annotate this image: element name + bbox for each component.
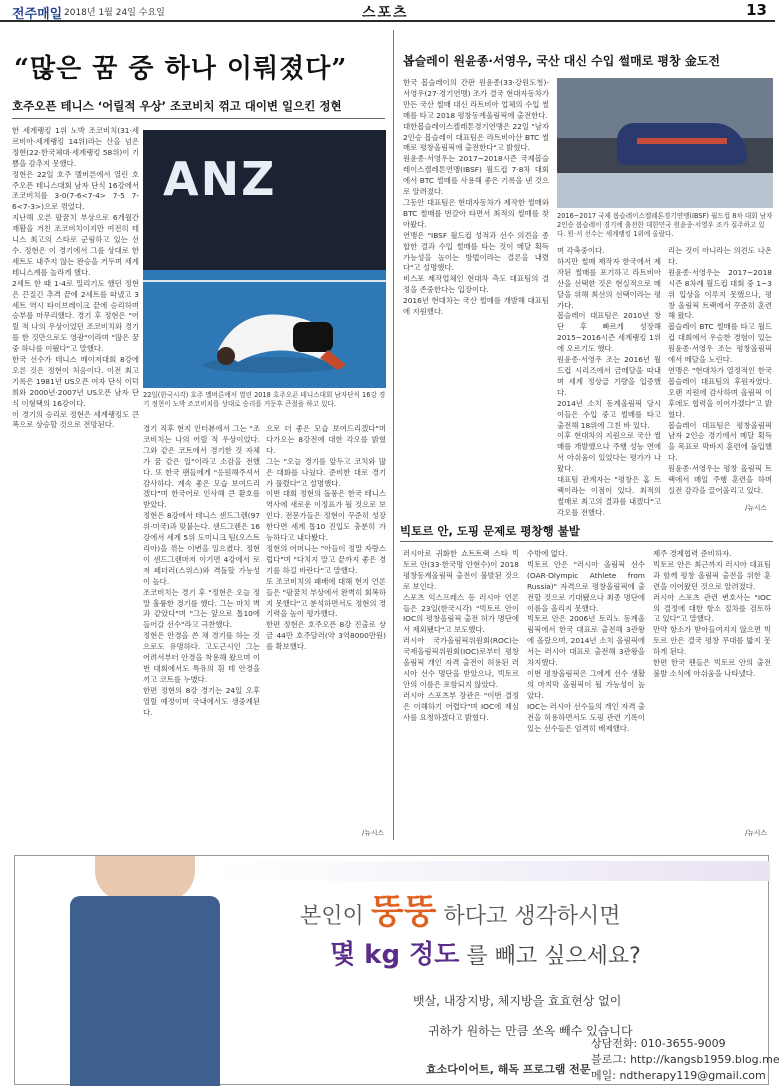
ad-emphasis: 몇 kg 정도	[330, 940, 460, 970]
bobsleigh-column-2: 며 각축중이다. 하지만 썰매 제작자 한국에서 제작된 썰매를 포기하고 라트비아산을 선택한 것은 현실적으로 메달을 위해 최선의 선택이라는 평가다. 봅슬레이 대표팀은 2010년 창단 후 빠르게 성장해 2015~2016시즌 세계랭킹 1위에 오르기도 했다. 원윤종·서영우 조는 2016년 월드컵 시리즈에서 금메달을 따내며 세계 정상급 기량을 입증했다. 2014년 소치 동계올림픽 당시 이들은 수입 중고 썰매를 타고 출전해 18위에 그친 바 있다. 이후 현대차의 지원으로 국산 썰매를 개발했으나 주행 성능 면에서 아쉬움이 있었다는 평가가 나왔다. 대표팀 관계자는 "평창은 홈 트랙이라는 이점이 있다. 최적의 썰매로 최고의 결과를 내겠다"고 각오를 전했다.	[557, 246, 661, 517]
ad-headline-2	[330, 934, 641, 971]
ad-body-2: 귀하가 원하는 만큼 쏘옥 빼수 있습니다	[428, 1024, 633, 1038]
bobsleigh-column-3: 리는 것이 아니라는 의견도 나온다. 원윤종·서영우는 2017~2018시즌 8차례 월드컵 대회 중 1~3위 입상을 이루지 못했으나, 평창 올림픽 트랙에서 꾸준히 훈련해 왔다. 봅슬레이 BTC 썰매를 타고 월드컵 대회에서 우승한 경험이 있는 원윤종·서영우 조는 평창올림픽에서 메달을 노린다. 연맹은 "현대차가 열정적인 한국 봅슬레이 대표팀의 후원자였다. 오랜 지원에 감사하며 올림픽 이후에도 협력을 이어가겠다"고 밝혔다. 봅슬레이 대표팀은 평창올림픽 남자 2인승 경기에서 메달 획득을 목표로 막바지 훈련에 돌입했다. 원윤종·서영우는 평창 올림픽 트랙에서 매일 주행 훈련을 하며 실전 감각을 끌어올리고 있다.	[668, 246, 772, 495]
byline: /뉴시스	[745, 504, 767, 512]
bobsleigh-photo	[557, 78, 773, 208]
bobsleigh-caption: 2016~2017 국제 봅슬레이스켈레톤경기연맹(IBSF) 월드컵 8차 대회 남자 2인승 봅슬레이 경기에 출전한 대한민국 원윤종·서영우 조가 질주하고 있다. 원·서 선수는 세계랭킹 1위에 올랐다.	[557, 212, 773, 238]
ad-text: 본인이	[300, 904, 371, 929]
box-title-rule	[400, 541, 773, 542]
issue-date: 2018년 1월 24일 수요일	[64, 8, 165, 18]
article-title-bobsleigh: 봅슬레이 원윤종·서영우, 국산 대신 수입 썰매로 평창 金도전	[403, 54, 720, 68]
ad-phone: 상담전화: 010-3655-9009	[591, 1037, 726, 1050]
ad-emphasis: 뚱뚱	[370, 892, 437, 932]
section-title: 스포츠	[362, 5, 409, 21]
article-column-1: 한 세계랭킹 1위 노박 조코비치(31·세르비아·세계랭킹 14위)라는 산을 넘은 정현(22·한국체대·세계랭킹 58위)이 기쁨을 감추지 못했다. 정현은 22일 호주 멜버른에서 열린 호주오픈 테니스대회 남자 단식 16강에서 조코비치를 3-0(7-6<7-4> 7-5 7-6<7-3>)으로 꺾었다. 지난해 오른 팔꿈치 부상으로 6개월간 재활을 거친 조코비치이지만 여전히 테니스 최고의 스타로 군림하고 있는 선수. 정현은 이 경기에서 그를 상대로 한 세트도 내주지 않는 완승을 거두며 세계 테니스계를 놀라게 했다. 2세트 한 때 1-4로 밀리기도 했던 정현은 끈질긴 추격 끝에 2세트를 따냈고 3세트 역시 타이브레이크 끝에 승리하며 승부를 마무리했다. 경기 후 정현은 "어릴 적 나의 우상이었던 조코비치와 경기를 한 것만으로도 영광"이라며 "많은 꿈 중 하나를 이뤘다"고 말했다. 한국 선수가 테니스 메이저대회 8강에 오른 것은 정현이 처음이다. 이전 최고 기록은 1981년 US오픈 여자 단식 이덕희와 2000년·2007년 US오픈 남자 단식 이형택의 16강이다. 이 경기의 승리로 정현은 세계랭킹도 큰 폭으로 상승할 것으로 전망된다.	[12, 126, 139, 430]
ad-text: 하다고 생각하시면	[436, 904, 621, 929]
ad-body-1: 뱃살, 내장지방, 체지방을 효효현상 없이	[413, 994, 622, 1008]
newspaper-logo: 전주매일	[12, 7, 63, 22]
ad-text: 를 빼고 싶으세요?	[459, 944, 641, 969]
ad-contact-info	[591, 1036, 780, 1084]
subheadline: 호주오픈 테니스 ‘어릴적 우상’ 조코비치 꺾고 대이변 일으킨 정현	[12, 99, 342, 113]
ad-blog-link: 블로그: http://kangsb1959.blog.me	[591, 1053, 780, 1066]
victor-column-1: 러시아로 귀화한 쇼트트랙 스타 빅토르 안(33·한국명 안현수)이 2018 평창동계올림픽 출전이 불발된 것으로 보인다. 스포츠 익스프레스 등 러시아 언론들은 23일(한국시각) "빅토르 안이 IOC의 평창올림픽 출전 허가 명단에서 제외됐다"고 보도했다. 러시아 국가올림픽위원회(ROC)는 국제올림픽위원회(IOC)로부터 평창올림픽 개인 자격 출전이 허용된 러시아 선수 명단을 받았으나, 빅토르 안의 이름은 포함되지 않았다. 러시아 스포츠부 장관은 "이번 결정은 이해하기 어렵다"며 IOC에 재심사를 요청하겠다고 밝혔다.	[403, 549, 519, 722]
article-column-2: 경기 직후 현지 인터뷰에서 그는 "조코비치는 나의 어릴 적 우상이었다. 그와 같은 코트에서 경기한 것 자체가 꿈 같은 일"이라고 소감을 전했다. 또 한국 팬들에게 "응원해주셔서 감사하다. 계속 좋은 모습 보여드리겠다"며 한국어로 인사해 큰 환호를 받았다. 정현은 8강에서 테니스 샌드그렌(97위·미국)과 맞붙는다. 샌드그렌은 16강에서 세계 5위 도미니크 팀(오스트리아)을 꺾는 이변을 일으켰다. 정현이 샌드그렌마저 이기면 4강에서 로저 페더러(스위스)와 격돌할 가능성이 높다. 조코비치는 경기 후 "정현은 오늘 정말 훌륭한 경기를 했다. 그는 마치 벽과 같았다"며 "그는 앞으로 톱10에 들어갈 선수"라고 극찬했다. 정현은 안경을 쓴 채 경기를 하는 것으로도 유명하다. 고도근시인 그는 어려서부터 안경을 착용해 왔으며 이번 대회에서도 특유의 흰 테 안경을 끼고 코트를 누볐다. 한편 정현의 8강 경기는 24일 오후 열릴 예정이며 국내에서도 생중계된다.	[143, 424, 260, 717]
ad-clinic-name: 효소다이어트, 해독 프로그램 전문	[426, 1063, 591, 1076]
byline: /뉴시스	[745, 829, 767, 837]
headline: “많은 꿈 중 하나 이뤄졌다”	[14, 54, 348, 84]
article-column-3: 으로 더 좋은 모습 보여드리겠다"며 다가오는 8강전에 대한 각오를 밝혔다. 그는 "오늘 경기를 앞두고 코치와 많은 대화를 나눴다. 준비한 대로 경기가 풀렸다"고 설명했다. 이번 대회 정현의 돌풍은 한국 테니스 역사에 새로운 이정표가 될 것으로 보인다. 전문가들은 정현이 꾸준히 성장한다면 세계 톱10 진입도 충분히 가능하다고 내다봤다. 정현의 어머니는 "아들이 정말 자랑스럽다"며 "다치지 말고 끝까지 좋은 경기를 하길 바란다"고 말했다. 또 조코비치의 패배에 대해 현지 언론들은 "팔꿈치 부상에서 완벽히 회복하지 못했다"고 분석하면서도 정현의 경기력을 높이 평가했다. 한편 정현은 호주오픈 8강 진출로 상금 44만 호주달러(약 3억8000만원)를 확보했다.	[266, 424, 386, 652]
page-number: 13	[746, 1, 767, 19]
model-torso-image	[95, 856, 195, 901]
diet-advertisement	[14, 855, 780, 1085]
ad-email: 메일: ndtherapy119@gmail.com	[591, 1069, 766, 1082]
byline: /뉴시스	[362, 829, 384, 837]
article-title-victor-ahn: 빅토르 안, 도핑 문제로 평창행 불발	[400, 524, 580, 538]
oversized-jeans-image	[70, 896, 220, 1086]
tennis-photo: ANZ	[143, 130, 386, 388]
photo-caption: 22일(한국시각) 호주 멜버른에서 열린 2018 호주오픈 테니스대회 남자단식 16강 경기 정현이 노박 조코비치를 상대로 승리를 거둔후 큰절을 하고 있다.	[143, 391, 386, 408]
ad-headline-1	[300, 884, 620, 933]
subhead-rule	[12, 118, 385, 119]
bobsleigh-column-1: 한국 봅슬레이의 간판 원윤종(33·강원도청)-서영우(27·경기연맹) 조가 결국 현대자동차가 만든 국산 썰매 대신 라트비아 업체의 수입 썰매를 타고 2018 평창동계올림픽에 출전한다. 대한봅슬레이스켈레톤경기연맹은 22일 "남자 2인승 봅슬레이 대표팀은 라트비아산 BTC 썰매로 평창올림픽에 출전한다"고 밝혔다. 원윤종·서영우는 2017~2018시즌 국제봅슬레이스켈레톤연맹(IBSF) 월드컵 7·8차 대회에서 BTC 썰매를 사용해 좋은 기록을 낸 것으로 알려졌다. 그동안 대표팀은 현대자동차가 제작한 썰매와 BTC 썰매를 번갈아 타면서 최적의 썰매를 찾아왔다. 연맹은 "IBSF 월드컵 성적과 선수 의견을 종합한 결과 수입 썰매를 타는 것이 메달 획득 가능성을 높이는 방법이라는 결론을 내렸다"고 설명했다. 비스포 제작업체인 현대차 측도 대표팀의 결정을 존중한다는 입장이다. 2016년 현대차는 국산 썰매를 개발해 대표팀에 지원했다.	[403, 78, 550, 317]
victor-column-3: 제주 경제협력 준비하자. 빅토르 안은 최근까지 러시아 대표팀과 함께 평창 올림픽 출전을 위한 훈련을 이어왔던 것으로 알려졌다. 러시아 스포츠 관련 변호사는 "IOC의 결정에 대한 항소 절차를 검토하고 있다"고 말했다. 만약 항소가 받아들여지지 않으면 빅토르 안은 결국 평창 무대를 밟지 못하게 된다. 한편 한국 팬들은 빅토르 안의 출전 불발 소식에 아쉬움을 나타냈다.	[653, 549, 771, 678]
victor-column-2: 수밖에 없다. 빅토르 안은 "러시아 올림픽 선수(OAR·Olympic Athlete from Russia)" 자격으로 평창올림픽에 출전할 것으로 기대됐으나 최종 명단에 이름을 올리지 못했다. 빅토르 안은 2006년 토리노 동계올림픽에서 한국 대표로 출전해 3관왕에 올랐으며, 2014년 소치 올림픽에서는 러시아 대표로 출전해 3관왕을 차지했다. 이번 평창올림픽은 그에게 선수 생활의 마지막 올림픽이 될 가능성이 높았다. IOC는 러시아 선수들의 개인 자격 출전을 허용하면서도 도핑 관련 기록이 있는 선수들은 엄격히 배제했다.	[527, 549, 645, 733]
column-divider	[393, 30, 394, 840]
ad-background-band	[220, 861, 770, 881]
